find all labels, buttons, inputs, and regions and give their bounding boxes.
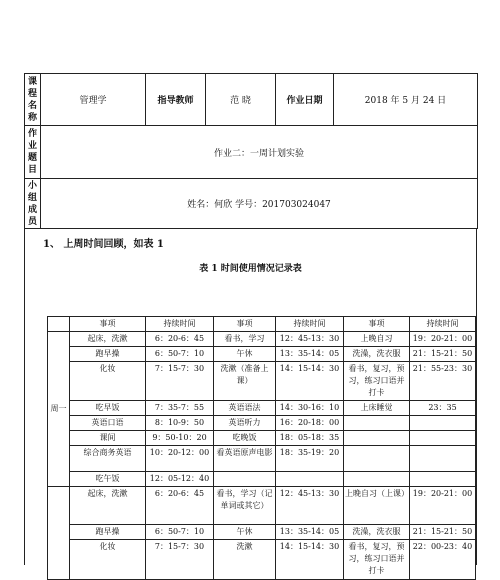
day-label: 周一 [48, 332, 70, 487]
table-cell [410, 472, 476, 487]
table-cell: 看书，复习，预习，练习口语并打卡 [344, 362, 410, 401]
table-header-row [48, 317, 476, 332]
table-cell [410, 446, 476, 472]
table-cell: 吃午饭 [70, 472, 146, 487]
table-cell [214, 472, 276, 487]
table-cell: 上晚自习 [344, 332, 410, 347]
table-cell: 18：35-19：20 [276, 446, 344, 472]
table-cell: 吃早饭 [70, 401, 146, 416]
table-row [48, 487, 476, 525]
table-cell [344, 416, 410, 431]
teacher-label: 指导教师 [146, 74, 206, 126]
table-cell: 19：20-21：00 [410, 487, 476, 525]
table-cell: 7：15-7：30 [146, 540, 214, 580]
day-label-empty [48, 487, 70, 580]
table-cell: 看书，学习 [214, 332, 276, 347]
table-cell: 18：05-18：35 [276, 431, 344, 446]
table-cell: 英语听力 [214, 416, 276, 431]
table-cell: 洗漱 [214, 540, 276, 580]
course-info-table [24, 73, 478, 229]
table-cell: 上床睡觉 [344, 401, 410, 416]
table-cell: 19：20-21：00 [410, 332, 476, 347]
table-row [48, 472, 476, 487]
table-cell: 6：20-6：45 [146, 487, 214, 525]
column-header: 持续时间 [410, 317, 476, 332]
table-row [48, 525, 476, 540]
table-cell: 21：55-23：30 [410, 362, 476, 401]
table-cell [410, 431, 476, 446]
column-header: 事项 [344, 317, 410, 332]
table-cell: 英语语法 [214, 401, 276, 416]
table-cell: 洗漱（准备上课） [214, 362, 276, 401]
date-value: 2018 年 5 月 24 日 [334, 74, 478, 126]
table-row [48, 362, 476, 401]
table-cell: 21：15-21：50 [410, 525, 476, 540]
table-cell: 午休 [214, 347, 276, 362]
table-cell: 22：00-23：40 [410, 540, 476, 580]
table-cell: 起床，洗漱 [70, 332, 146, 347]
table-cell: 13：35-14：05 [276, 525, 344, 540]
table-cell [344, 431, 410, 446]
column-header: 持续时间 [146, 317, 214, 332]
table-cell: 课间 [70, 431, 146, 446]
table-row [48, 540, 476, 580]
table-cell: 跑早操 [70, 525, 146, 540]
table-cell: 英语口语 [70, 416, 146, 431]
table-cell: 12：45-13：30 [276, 332, 344, 347]
assignment-label: 作业题目 [25, 126, 41, 179]
table-row [48, 431, 476, 446]
table-cell: 6：50-7：10 [146, 347, 214, 362]
table-row [48, 332, 476, 347]
table-row [48, 416, 476, 431]
table-cell: 化妆 [70, 540, 146, 580]
table-cell: 14：15-14：30 [276, 540, 344, 580]
table-cell: 10：20-12：00 [146, 446, 214, 472]
table-cell: 12：05-12：40 [146, 472, 214, 487]
table-cell: 跑早操 [70, 347, 146, 362]
table-cell: 洗澡，洗衣服 [344, 525, 410, 540]
table-cell: 6：50-7：10 [146, 525, 214, 540]
table-cell: 6：20-6：45 [146, 332, 214, 347]
table-cell: 12：45-13：30 [276, 487, 344, 525]
table-cell: 14：30-16：10 [276, 401, 344, 416]
table-cell: 21：15-21：50 [410, 347, 476, 362]
members-label: 小组成员 [25, 179, 41, 229]
column-header: 事项 [214, 317, 276, 332]
table-cell: 午休 [214, 525, 276, 540]
table-cell: 8：10-9：50 [146, 416, 214, 431]
column-header: 事项 [70, 317, 146, 332]
time-usage-table [47, 316, 476, 580]
table-cell: 14：15-14：30 [276, 362, 344, 401]
course-label: 课程名称 [25, 74, 41, 126]
table-cell: 洗澡，洗衣服 [344, 347, 410, 362]
table-cell: 化妆 [70, 362, 146, 401]
members-value: 姓名：何欣 学号：201703024047 [41, 179, 478, 229]
teacher-value: 范 晓 [206, 74, 276, 126]
table-cell: 16：20-18：00 [276, 416, 344, 431]
course-value: 管理学 [41, 74, 146, 126]
table-cell: 13：35-14：05 [276, 347, 344, 362]
table-cell: 看书，复习，预习，练习口语并打卡 [344, 540, 410, 580]
table-cell [410, 416, 476, 431]
table-row [48, 401, 476, 416]
date-label: 作业日期 [276, 74, 334, 126]
table-cell: 综合商务英语 [70, 446, 146, 472]
table-row [48, 347, 476, 362]
table-title: 表 1 时间使用情况记录表 [199, 264, 302, 274]
table-cell: 7：15-7：30 [146, 362, 214, 401]
table-cell [276, 472, 344, 487]
table-row [48, 446, 476, 472]
assignment-value: 作业二：一周计划实验 [41, 126, 478, 179]
table-cell: 上晚自习（上课） [344, 487, 410, 525]
table-cell [344, 446, 410, 472]
corner-cell [48, 317, 70, 332]
table-cell: 7：35-7：55 [146, 401, 214, 416]
section-heading: 1、 上周时间回顾，如表 1 [43, 239, 164, 250]
table-cell: 起床，洗漱 [70, 487, 146, 525]
table-cell: 9：50-10：20 [146, 431, 214, 446]
table-cell: 看英语原声电影 [214, 446, 276, 472]
table-cell: 23：35 [410, 401, 476, 416]
time-review-section [24, 228, 477, 575]
table-cell: 看书，学习（记单词或其它） [214, 487, 276, 525]
column-header: 持续时间 [276, 317, 344, 332]
table-cell: 吃晚饭 [214, 431, 276, 446]
table-cell [344, 472, 410, 487]
